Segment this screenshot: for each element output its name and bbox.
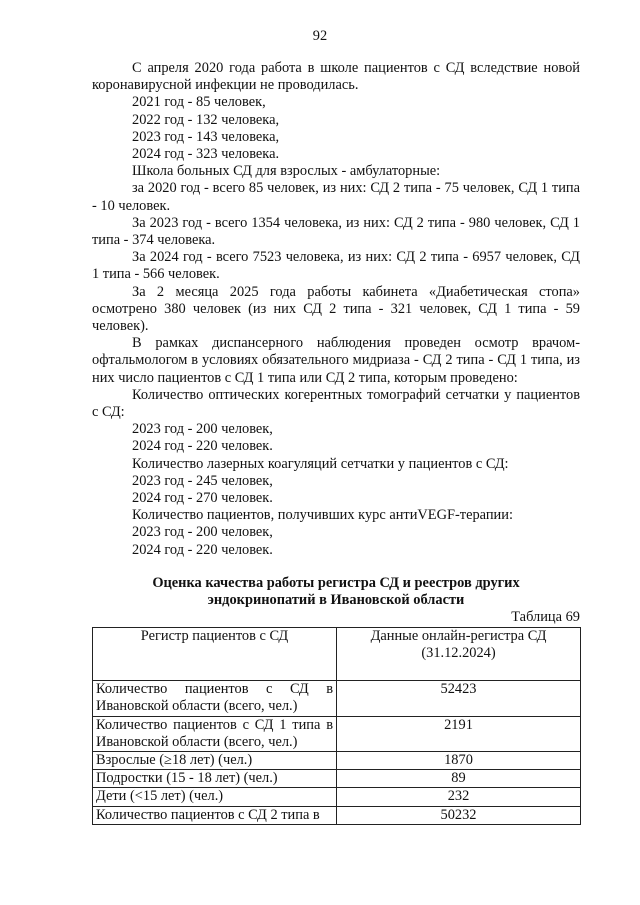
oct-year-2023: 2023 год - 200 человек, [132, 421, 273, 438]
table-row [93, 770, 581, 788]
row-value: 89 [337, 770, 581, 788]
table-header-online-data: Данные онлайн-регистра СД (31.12.2024) [337, 628, 581, 681]
table-caption: Таблица 69 [511, 608, 580, 625]
row-value: 2191 [337, 716, 581, 751]
laser-year-2024: 2024 год - 270 человек. [132, 490, 273, 507]
table-row [93, 751, 581, 769]
section-title-line1: Оценка качества работы регистра СД и реестров других [152, 574, 520, 591]
row-label: Подростки (15 - 18 лет) (чел.) [93, 770, 337, 788]
row-label: Количество пациентов с СД 2 типа в [93, 806, 337, 824]
section-title-line2: эндокринопатий в Ивановской области [207, 591, 465, 608]
dispensary-paragraph: В рамках диспансерного наблюдения проведен осмотр врачом-офтальмологом в условиях обязательного мидриаза - СД 2 типа - СД 1 типа, из них число пациентов с СД 1 типа или СД 2 типа, которым проведено: [92, 335, 580, 386]
school-intro-paragraph: С апреля 2020 года работа в школе пациентов с СД вследствие новой коронавирусной инфекции не проводилась. [92, 60, 580, 94]
vegf-intro: Количество пациентов, получивших курс антиVEGF-терапии: [132, 507, 513, 524]
school-year-2022: 2022 год - 132 человека, [132, 111, 280, 128]
row-label: Дети (<15 лет) (чел.) [93, 788, 337, 806]
row-label: Количество пациентов с СД в Ивановской области (всего, чел.) [93, 681, 337, 716]
row-label: Количество пациентов с СД 1 типа в Ивановской области (всего, чел.) [93, 716, 337, 751]
laser-intro: Количество лазерных коагуляций сетчатки у пациентов с СД: [132, 455, 509, 472]
vegf-year-2024: 2024 год - 220 человек. [132, 541, 273, 558]
table-row [93, 788, 581, 806]
table-header-row [93, 628, 581, 681]
oct-intro-paragraph: Количество оптических когерентных томографий сетчатки у пациентов с СД: [92, 386, 580, 421]
adult-2024-paragraph: За 2024 год - всего 7523 человека, из них: СД 2 типа - 6957 человек, СД 1 типа - 566 человек. [92, 249, 580, 283]
oct-year-2024: 2024 год - 220 человек. [132, 438, 273, 455]
row-label: Взрослые (≥18 лет) (чел.) [93, 751, 337, 769]
document-body [92, 60, 580, 825]
adult-2020-paragraph: за 2020 год - всего 85 человек, из них: СД 2 типа - 75 человек, СД 1 типа - 10 человек. [92, 180, 580, 214]
school-year-2021: 2021 год - 85 человек, [132, 94, 266, 111]
row-value: 1870 [337, 751, 581, 769]
registry-table [92, 627, 581, 825]
table-row [93, 716, 581, 751]
table-row [93, 806, 581, 824]
school-year-2023: 2023 год - 143 человека, [132, 128, 280, 145]
table-row [93, 681, 581, 716]
page-number: 92 [312, 28, 328, 44]
diabetic-foot-paragraph: За 2 месяца 2025 года работы кабинета «Диабетическая стопа» осмотрено 380 человек (из них СД 2 типа - 321 человек, СД 1 типа - 59 человек). [92, 283, 580, 335]
laser-year-2023: 2023 год - 245 человек, [132, 472, 273, 489]
vegf-year-2023: 2023 год - 200 человек, [132, 524, 273, 541]
row-value: 50232 [337, 806, 581, 824]
school-year-2024: 2024 год - 323 человека. [132, 146, 280, 163]
row-value: 52423 [337, 681, 581, 716]
table-header-registry: Регистр пациентов с СД [93, 628, 337, 681]
row-value: 232 [337, 788, 581, 806]
adult-2023-paragraph: За 2023 год - всего 1354 человека, из них: СД 2 типа - 980 человек, СД 1 типа - 374 человека. [92, 214, 580, 249]
adult-school-heading: Школа больных СД для взрослых - амбулаторные: [132, 163, 441, 180]
